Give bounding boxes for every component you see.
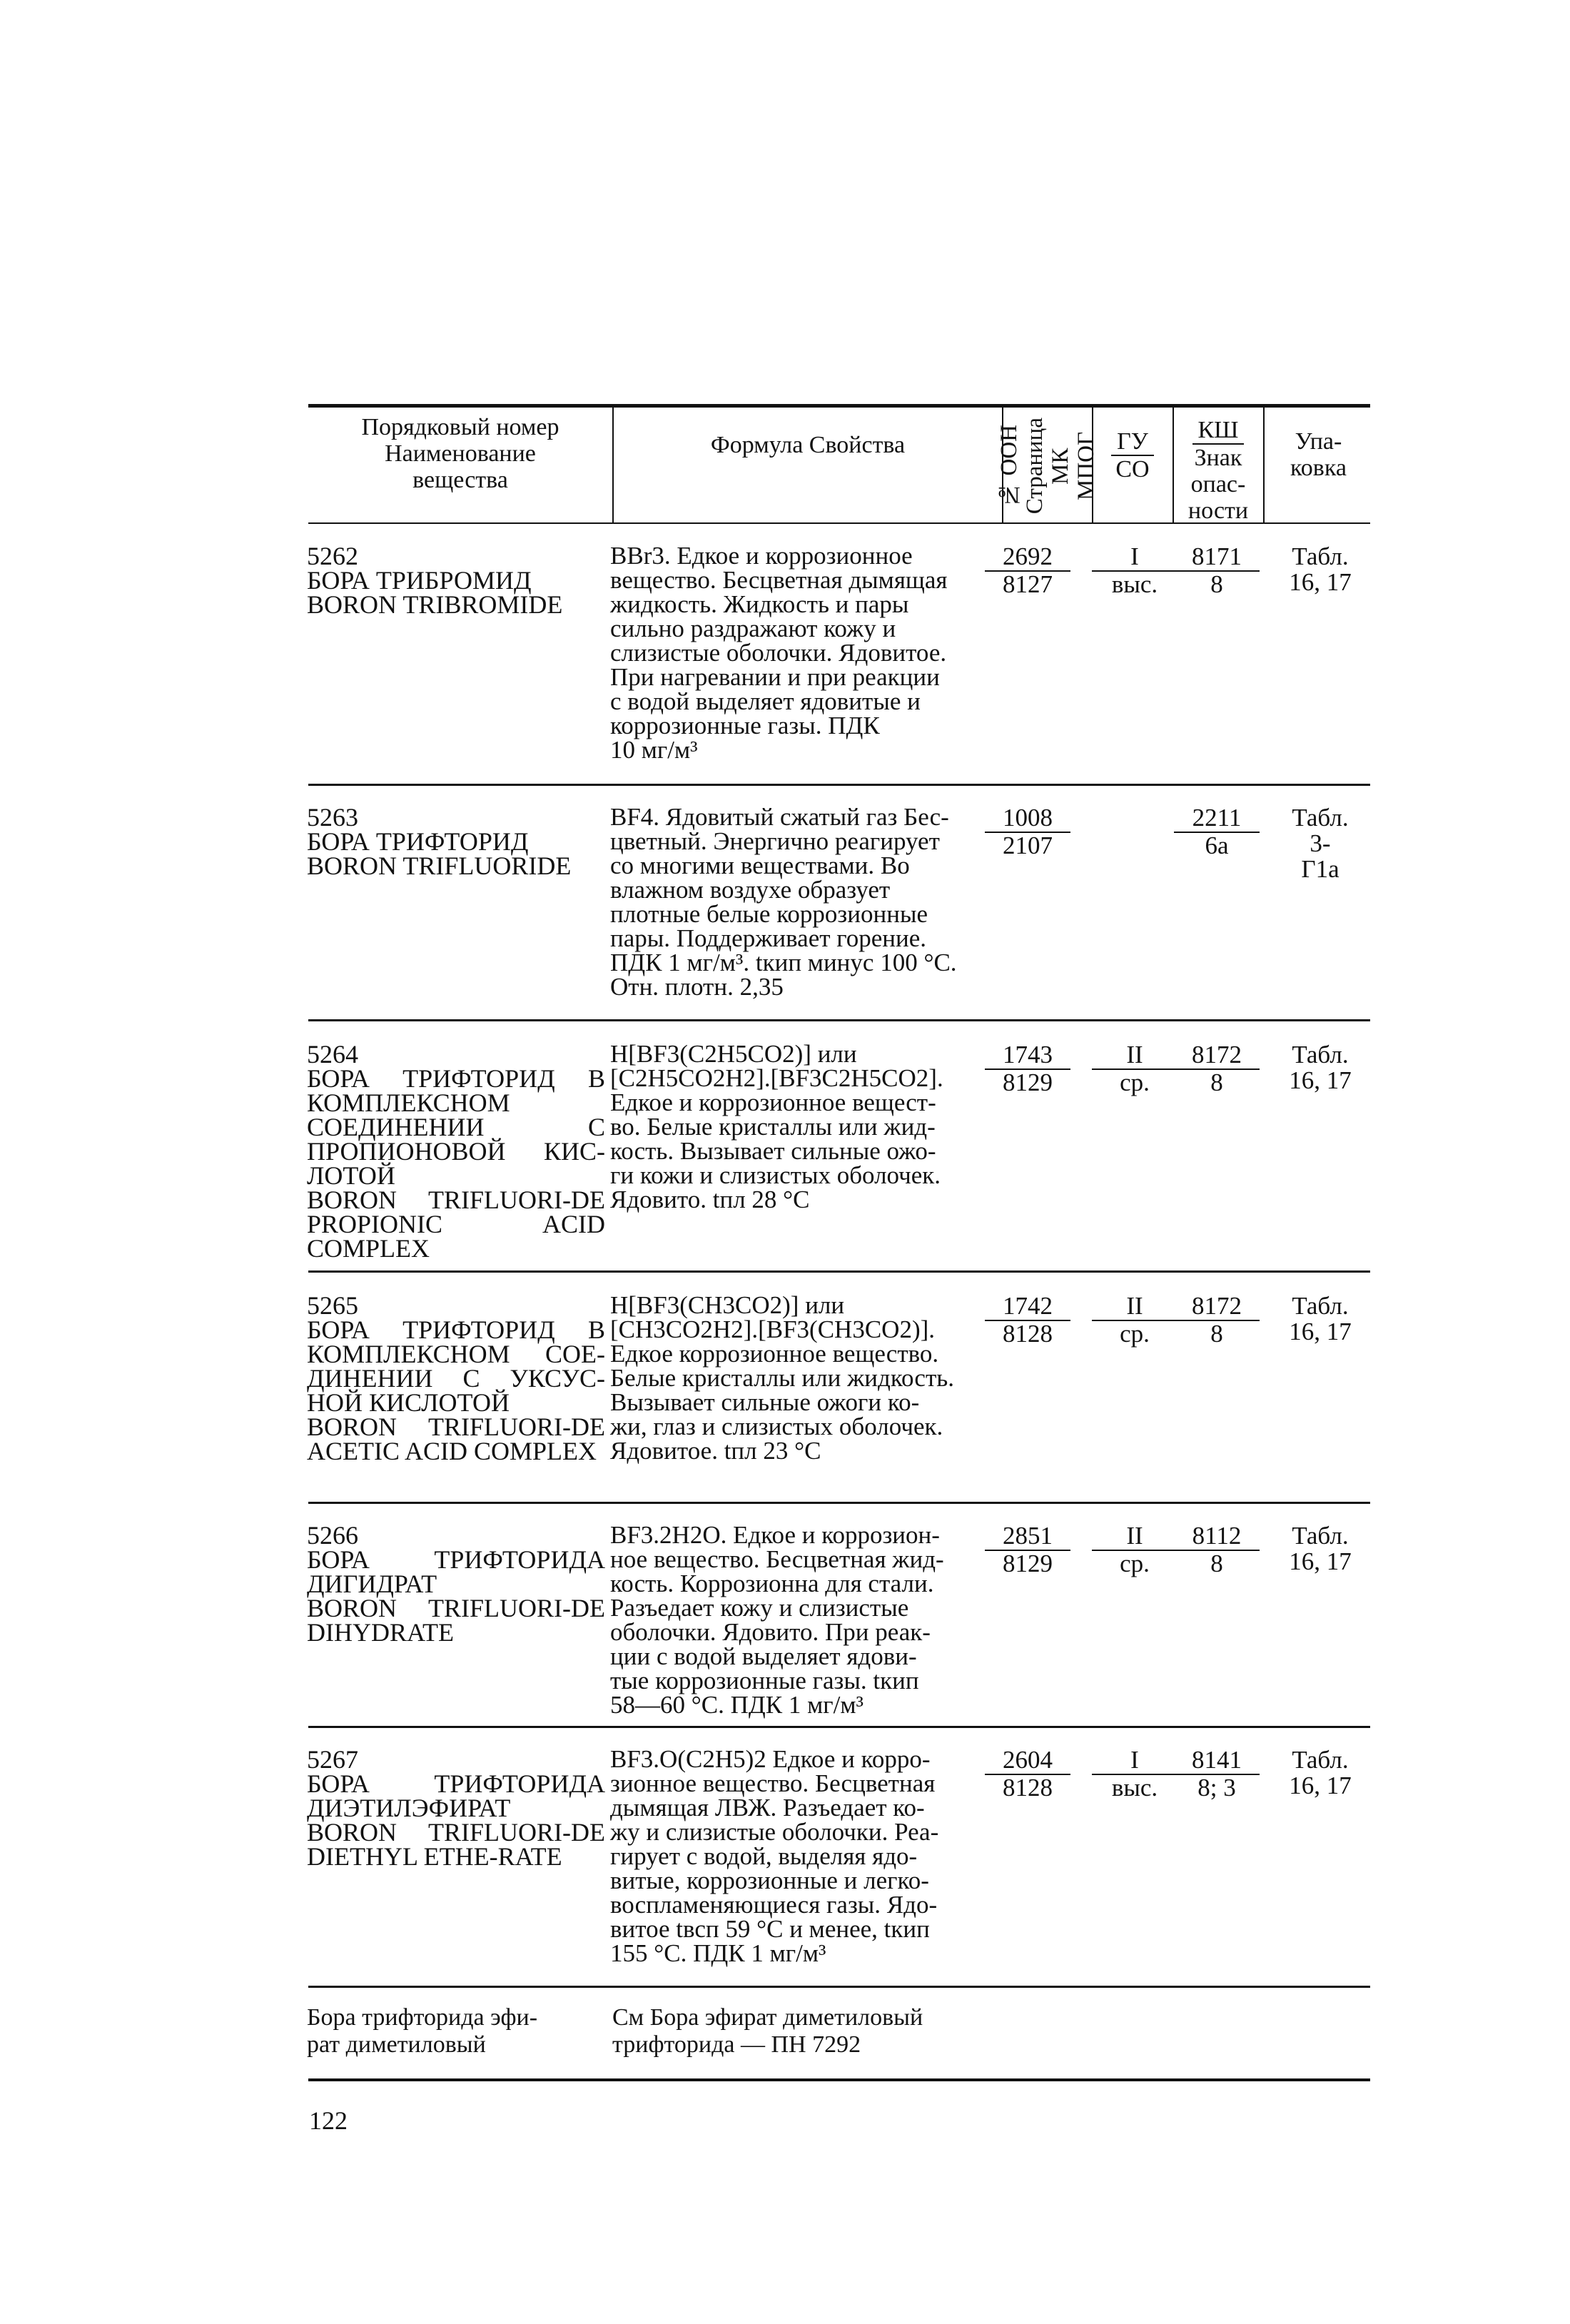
packing-cell	[1274, 1042, 1367, 1093]
un-number: 1743	[985, 1042, 1070, 1070]
desc-line: 58—60 °С. ПДК 1 мг/м³	[610, 1691, 864, 1719]
mk-page: 2107	[1003, 832, 1053, 859]
desc-line: Вызывает сильные ожоги ко-	[610, 1388, 920, 1416]
desc-line: коррозионные газы. ПДК	[610, 712, 880, 739]
entry-name-en: BORON TRIFLUORI-DE DIETHYL ETHE-RATE	[307, 1818, 605, 1871]
desc-line: H[BF3(C2H5CO2)] или	[610, 1040, 857, 1068]
header-text: КШ	[1192, 417, 1245, 445]
desc-line: пары. Поддерживает горение.	[610, 924, 927, 952]
co-value: выс.	[1111, 1774, 1158, 1802]
entry-description	[610, 1523, 996, 1717]
ksh-cell	[1174, 805, 1260, 859]
entry-name-ru: БОРА ТРИФТОРИД В КОМПЛЕКСНОМ СОЕ-ДИНЕНИИ С УКСУС-НОЙ КИСЛОТОЙ	[307, 1315, 605, 1417]
pack-line: 16, 17	[1289, 1772, 1352, 1799]
gu-cell	[1092, 1747, 1178, 1801]
entry-separator	[308, 1986, 1370, 1988]
entry-name	[307, 1293, 605, 1463]
header-text: ности	[1187, 497, 1249, 524]
packing-cell	[1274, 1747, 1367, 1799]
entry-name-en: BORON TRIFLUORI-DE DIHYDRATE	[307, 1594, 605, 1647]
entry-separator	[308, 1502, 1370, 1504]
hazard-sign: 8	[1210, 570, 1223, 598]
header-text: ковка	[1290, 455, 1347, 481]
desc-line: [CH3CO2H2].[BF3(CH3CO2)].	[610, 1315, 935, 1343]
hazard-sign: 8	[1210, 1068, 1223, 1096]
desc-line: кость. Вызывает сильные ожо-	[610, 1137, 936, 1165]
header-text: ГУ	[1111, 428, 1154, 456]
desc-line: 155 °С. ПДК 1 мг/м³	[610, 1939, 826, 1967]
entry-number: 5266	[307, 1521, 358, 1550]
desc-line: жидкость. Жидкость и пары	[610, 590, 909, 618]
desc-line: Отн. плотн. 2,35	[610, 973, 784, 1001]
desc-line: с водой выделяет ядовитые и	[610, 687, 921, 715]
packing-cell	[1274, 1293, 1367, 1345]
pack-line: 3-	[1310, 829, 1331, 857]
desc-line: вещество. Бесцветная дымящая	[610, 566, 948, 594]
un-number-cell	[985, 1293, 1070, 1347]
header-text: МК МПОГ	[1048, 431, 1099, 501]
header-text: Упа-	[1295, 428, 1342, 455]
entry-name-en: BORON TRIBROMIDE	[307, 590, 563, 619]
hazard-sign: 8	[1210, 1550, 1223, 1577]
header-text: Порядковый номер	[361, 414, 559, 440]
crossref-line: См Бора эфират диметиловый	[612, 2004, 923, 2031]
entry-name	[307, 544, 605, 617]
gu-value: II	[1092, 1293, 1178, 1321]
desc-line: При нагревании и при реакции	[610, 663, 940, 691]
desc-line: плотные белые коррозионные	[610, 900, 928, 928]
desc-line: BF4. Ядовитый сжатый газ Бес-	[610, 803, 949, 831]
un-number: 2692	[985, 544, 1070, 572]
entry-name-en: BORON TRIFLUORIDE	[307, 852, 572, 880]
header-divider	[1173, 408, 1174, 522]
entry-name	[307, 1040, 605, 1263]
desc-line: жи, глаз и слизистых оболочек.	[610, 1413, 943, 1440]
desc-line: витые, коррозионные и легко-	[610, 1866, 929, 1894]
desc-line: Ядовитое. tпл 23 °С	[610, 1437, 821, 1465]
mk-page: 8129	[1003, 1550, 1053, 1577]
desc-line: ное вещество. Бесцветная жид-	[610, 1545, 944, 1573]
entry-name-ru: БОРА ТРИФТОРИД	[307, 827, 529, 856]
co-value: ср.	[1120, 1550, 1150, 1577]
pack-line: Г1а	[1301, 855, 1339, 883]
ksh-value: 8171	[1174, 544, 1260, 572]
entry-separator	[308, 1726, 1370, 1728]
desc-line: оболочки. Ядовито. При реак-	[610, 1618, 931, 1646]
pack-line: Табл.	[1292, 1041, 1349, 1068]
entry-description	[610, 805, 996, 999]
header-text: Наименование	[385, 440, 536, 467]
hazard-sign: 6а	[1205, 832, 1229, 859]
gu-value: II	[1092, 1523, 1178, 1551]
entry-name-en: BORON TRIFLUORI-DE PROPIONIC ACID COMPLEX	[307, 1186, 605, 1263]
un-number-cell	[985, 1747, 1070, 1801]
entry-separator	[308, 1019, 1370, 1021]
header-col-pack	[1267, 428, 1370, 481]
gu-value: I	[1092, 1747, 1178, 1775]
header-text: № ООН	[996, 425, 1022, 507]
desc-line: Едкое коррозионное вещество.	[610, 1340, 939, 1368]
pack-line: 16, 17	[1289, 568, 1352, 596]
un-number-cell	[985, 544, 1070, 597]
desc-line: 10 мг/м³	[610, 736, 698, 764]
mk-page: 8127	[1003, 570, 1053, 598]
desc-line: во. Белые кристаллы или жид-	[610, 1113, 936, 1141]
pack-line: Табл.	[1292, 542, 1349, 570]
entry-name-en: BORON TRIFLUORI-DE ACETIC ACID COMPLEX	[307, 1413, 605, 1465]
packing-cell	[1274, 1523, 1367, 1575]
un-number-cell	[985, 1042, 1070, 1096]
pack-line: 16, 17	[1289, 1547, 1352, 1575]
page-number: 122	[309, 2106, 348, 2135]
ksh-value: 8112	[1174, 1523, 1260, 1551]
entry-name-ru: БОРА ТРИФТОРИД В КОМПЛЕКСНОМ СОЕДИНЕНИИ С ПРОПИОНОВОЙ КИС-ЛОТОЙ	[307, 1064, 605, 1190]
desc-line: H[BF3(CH3CO2)] или	[610, 1291, 845, 1319]
desc-line: со многими веществами. Во	[610, 852, 910, 879]
desc-line: ПДК 1 мг/м³. tкип минус 100 °С.	[610, 949, 957, 976]
co-value: ср.	[1120, 1320, 1150, 1348]
mk-page: 8128	[1003, 1774, 1053, 1802]
entry-separator	[308, 1270, 1370, 1273]
desc-line: BF3.O(C2H5)2 Едкое и корро-	[610, 1745, 931, 1773]
pack-line: Табл.	[1292, 1522, 1349, 1550]
desc-line: воспламеняющиеся газы. Ядо-	[610, 1891, 938, 1919]
un-number: 1742	[985, 1293, 1070, 1321]
gu-cell	[1092, 1523, 1178, 1577]
mk-page: 8129	[1003, 1068, 1053, 1096]
entry-number: 5262	[307, 542, 358, 570]
ksh-value: 2211	[1174, 805, 1260, 833]
entry-description	[610, 1293, 996, 1463]
ksh-cell	[1174, 544, 1260, 597]
crossref-line: рат диметиловый	[307, 2031, 486, 2058]
entry-separator	[308, 784, 1370, 786]
desc-line: ции с водой выделяет ядови-	[610, 1642, 917, 1670]
entry-description	[610, 1042, 996, 1212]
gu-cell	[1092, 544, 1178, 597]
ksh-value: 8141	[1174, 1747, 1260, 1775]
pack-line: Табл.	[1292, 1746, 1349, 1774]
entry-name-ru: БОРА ТРИФТОРИДА ДИГИДРАТ	[307, 1545, 605, 1598]
co-value: ср.	[1120, 1068, 1150, 1096]
desc-line: слизистые оболочки. Ядовитое.	[610, 639, 947, 667]
desc-line: жу и слизистые оболочки. Реа-	[610, 1818, 939, 1846]
crossref-line: Бора трифторида эфи-	[307, 2004, 538, 2031]
un-number-cell	[985, 805, 1070, 859]
desc-line: витое tвсп 59 °С и менее, tкип	[610, 1915, 930, 1943]
pack-line: 16, 17	[1289, 1318, 1352, 1345]
header-text: опас-	[1190, 471, 1246, 497]
entry-name-ru: БОРА ТРИБРОМИД	[307, 566, 532, 595]
header-col-name	[314, 414, 607, 493]
packing-cell	[1274, 544, 1367, 595]
desc-line: влажном воздухе образует	[610, 876, 891, 904]
header-text: вещества	[412, 467, 508, 493]
entry-name-ru: БОРА ТРИФТОРИДА ДИЭТИЛЭФИРАТ	[307, 1769, 605, 1822]
ksh-cell	[1174, 1042, 1260, 1096]
desc-line: ги кожи и слизистых оболочек.	[610, 1161, 941, 1189]
hazard-sign: 8; 3	[1197, 1774, 1236, 1802]
gu-value: I	[1092, 544, 1178, 572]
entry-name	[307, 805, 605, 878]
desc-line: зионное вещество. Бесцветная	[610, 1769, 936, 1797]
entry-number: 5263	[307, 803, 358, 832]
header-text: Знак	[1194, 445, 1242, 471]
gu-value: II	[1092, 1042, 1178, 1070]
ksh-cell	[1174, 1293, 1260, 1347]
entry-description	[610, 544, 996, 762]
desc-line: кость. Коррозионна для стали.	[610, 1570, 934, 1597]
packing-cell	[1274, 805, 1367, 882]
pack-line: 16, 17	[1289, 1066, 1352, 1094]
entry-name	[307, 1523, 605, 1645]
desc-line: сильно раздражают кожу и	[610, 615, 896, 642]
desc-line: гирует с водой, выделяя ядо-	[610, 1842, 918, 1870]
ksh-value: 8172	[1174, 1042, 1260, 1070]
header-text: СО	[1115, 456, 1150, 483]
desc-line: Ядовито. tпл 28 °С	[610, 1186, 810, 1213]
un-number: 2851	[985, 1523, 1070, 1551]
header-col-ksh	[1175, 417, 1262, 524]
gu-cell	[1092, 1042, 1178, 1096]
entry-description	[610, 1747, 996, 1966]
entry-name	[307, 1747, 605, 1869]
desc-line: дымящая ЛВЖ. Разъедает ко-	[610, 1794, 925, 1822]
ksh-cell	[1174, 1523, 1260, 1577]
desc-line: цветный. Энергично реагирует	[610, 827, 940, 855]
entry-number: 5267	[307, 1745, 358, 1774]
header-col-un	[996, 411, 1099, 521]
hazard-sign: 8	[1210, 1320, 1223, 1348]
un-number: 1008	[985, 805, 1070, 833]
desc-line: тые коррозионные газы. tкип	[610, 1667, 919, 1694]
crossref-see	[612, 2004, 1040, 2058]
un-number-cell	[985, 1523, 1070, 1577]
header-text: Страница	[1022, 418, 1048, 515]
header-top-rule	[308, 404, 1370, 408]
un-number: 2604	[985, 1747, 1070, 1775]
entry-number: 5265	[307, 1291, 358, 1320]
desc-line: Разъедает кожу и слизистые	[610, 1594, 909, 1622]
crossref-name	[307, 2004, 592, 2058]
mk-page: 8128	[1003, 1320, 1053, 1348]
desc-line: [C2H5CO2H2].[BF3C2H5CO2].	[610, 1064, 943, 1092]
header-col-formula: Формула Свойства	[710, 432, 906, 458]
crossref-line: трифторида — ПН 7292	[612, 2031, 861, 2058]
desc-line: Едкое и коррозионное вещест-	[610, 1088, 936, 1116]
gu-cell	[1092, 1293, 1178, 1347]
pack-line: Табл.	[1292, 804, 1349, 832]
desc-line: BF3.2H2O. Едкое и коррозион-	[610, 1521, 940, 1549]
ksh-cell	[1174, 1747, 1260, 1801]
ksh-value: 8172	[1174, 1293, 1260, 1321]
co-value: выс.	[1111, 570, 1158, 598]
pack-line: Табл.	[1292, 1292, 1349, 1320]
page-bottom-rule	[308, 2078, 1370, 2081]
desc-line: Белые кристаллы или жидкость.	[610, 1364, 954, 1392]
header-divider	[1263, 408, 1265, 522]
header-col-gu	[1094, 428, 1171, 483]
entry-number: 5264	[307, 1040, 358, 1068]
header-divider	[612, 408, 614, 522]
desc-line: BBr3. Едкое и коррозионное	[610, 542, 913, 570]
